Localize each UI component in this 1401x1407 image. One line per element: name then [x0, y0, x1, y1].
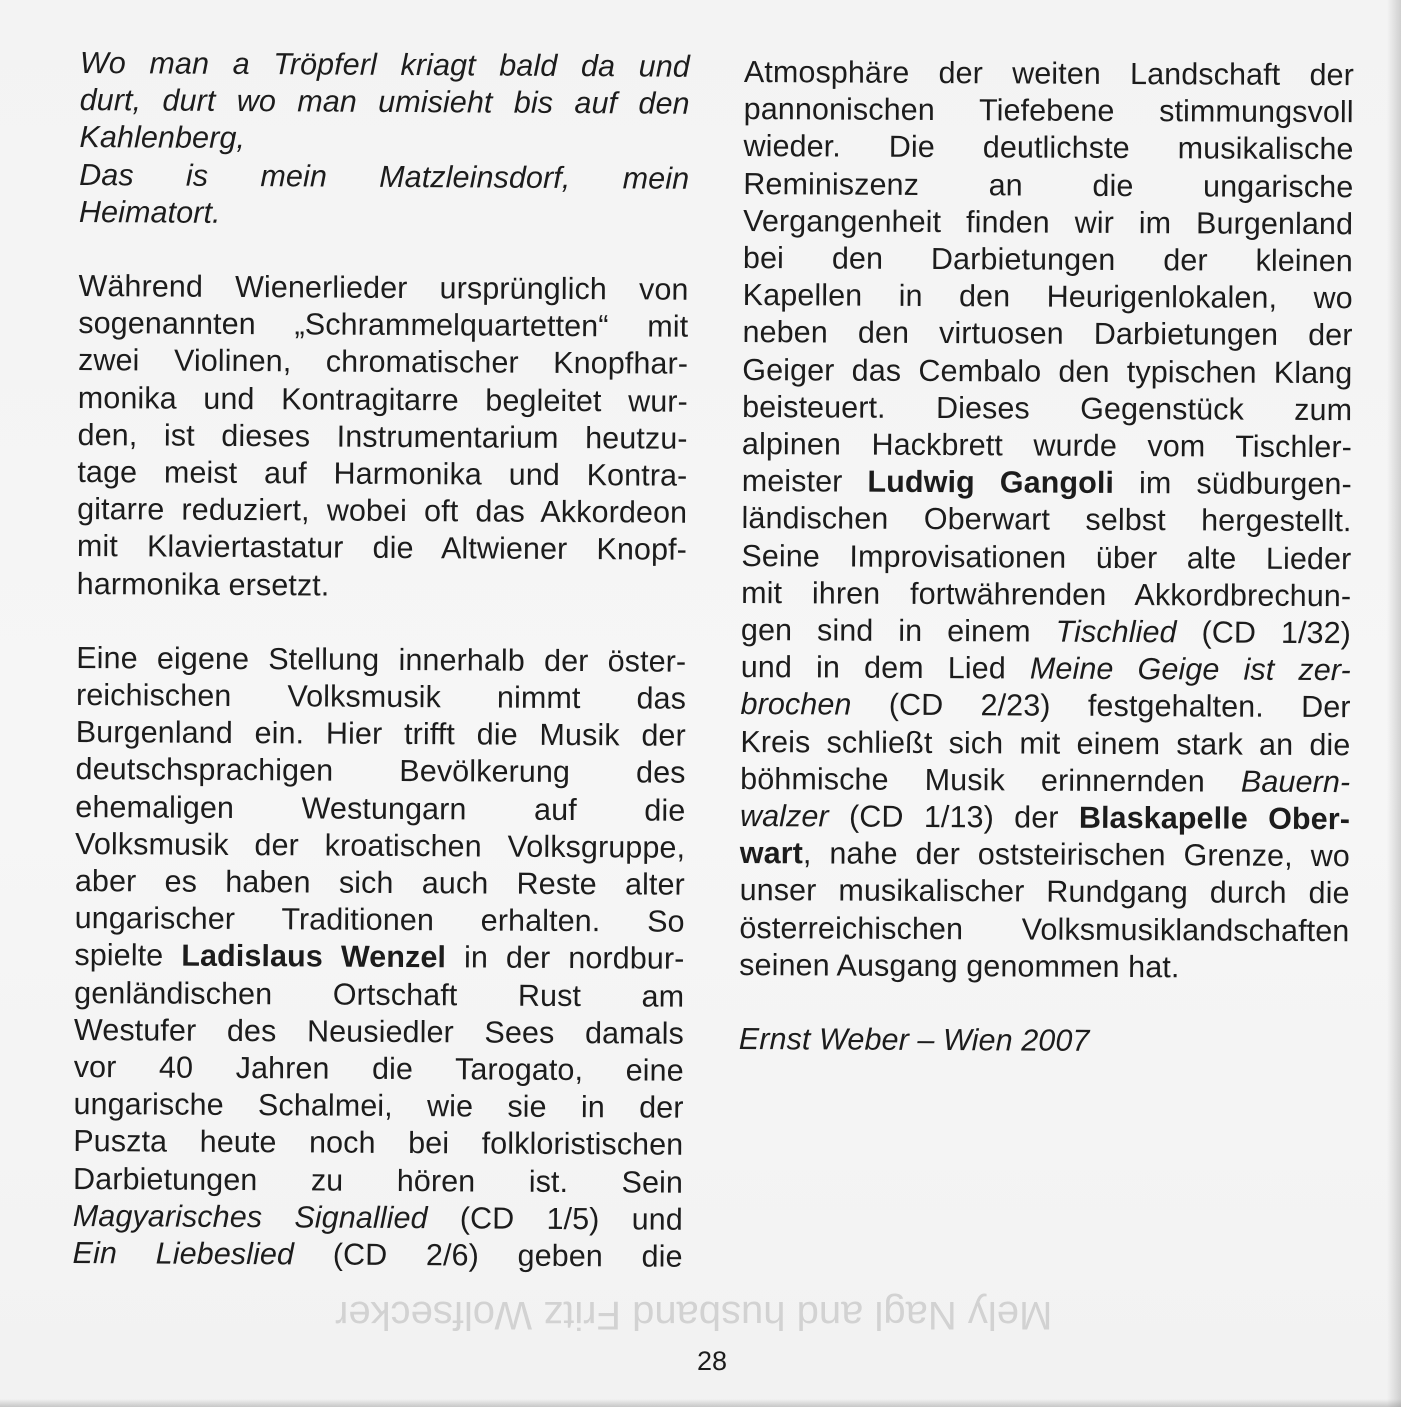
text-line	[740, 798, 1350, 838]
text-line: Burgenland ein. Hier trifft die Musik der	[75, 715, 686, 753]
text-line: alpinen Hackbrett wurde vom Tischler-	[741, 427, 1353, 465]
page-number: 28	[697, 1346, 728, 1376]
text-line: pannonischen Tiefebene stimmungsvoll	[743, 92, 1354, 130]
right-column	[739, 54, 1354, 1098]
text-line	[742, 463, 1352, 503]
paragraph-pannonian	[739, 54, 1354, 987]
text-line: Westufer des Neusiedler Sees damals	[73, 1012, 685, 1051]
text-line: deutschsprachigen Bevölkerung des	[75, 752, 686, 791]
text-line: wieder. Die deutlichste musikalische	[743, 129, 1354, 167]
page-bottom-shadow	[0, 1399, 1401, 1407]
text-line: ungarische Schalmei, wie sie in der	[73, 1087, 684, 1125]
text-line: Kreis schließt sich mit einem stark an die	[740, 724, 1351, 762]
song-title-meine-geige: Meine Geige ist zer-	[1029, 651, 1351, 688]
text-line: bei den Darbietungen der kleinen	[742, 241, 1354, 279]
text-line: mit ihren fortwährenden Akkordbrechun-	[741, 575, 1352, 614]
track-reference: (CD 1/32)	[1176, 615, 1352, 651]
text-line: tage meist auf Harmonika und Kontra-	[77, 455, 688, 493]
text-line: ungarischer Traditionen erhalten. So	[74, 901, 685, 939]
text-line	[740, 761, 1350, 801]
author-signature: Ernst Weber – Wien 2007	[738, 1022, 1090, 1058]
track-reference: (CD 1/5) und	[427, 1201, 683, 1237]
text-line: mit Klaviertastatur die Altwiener Knopf-	[76, 529, 688, 568]
text-line: ehemaligen Westungarn auf die	[75, 789, 686, 828]
text-line	[740, 835, 1350, 875]
song-title-tischlied: Tischlied	[1055, 614, 1177, 650]
text-run: im südburgen-	[1113, 466, 1352, 502]
track-reference: (CD 2/23) festgehalten. Der	[851, 688, 1351, 725]
track-reference: (CD 1/13) der	[828, 799, 1079, 835]
text-line: Volksmusik der kroatischen Volksgruppe,	[75, 826, 686, 865]
song-title-ein-liebeslied: Ein Liebeslied	[72, 1236, 295, 1272]
show-through-caption: Mely Nagl and husband Fritz Wolfsecker	[335, 1293, 1053, 1337]
text-run: spielte	[74, 938, 182, 974]
text-run: und in dem Lied	[740, 650, 1031, 686]
verse-line: Kahlenberg,	[79, 120, 246, 156]
left-column	[72, 45, 690, 1313]
paragraph-burgenland	[73, 640, 687, 1276]
performer-name-blaskapelle-oberwart: Blaskapelle Ober-	[1078, 800, 1351, 837]
text-line: Eine eigene Stellung innerhalb der öster-	[76, 640, 687, 679]
text-line: gitarre reduziert, wobei oft das Akkordeon	[77, 492, 688, 530]
text-run: , nahe der oststeirischen Grenze, wo	[802, 836, 1350, 874]
verse-line: Heimatort.	[78, 194, 221, 230]
text-run: meister	[741, 464, 868, 499]
text-line: Reminiszenz an die ungarische	[743, 166, 1354, 204]
text-run: in der nordbur-	[445, 940, 685, 977]
verse-line: durt, durt wo man umisieht bis auf den	[79, 83, 690, 121]
text-line: beisteuert. Dieses Gegenstück zum	[742, 389, 1353, 428]
text-line: Während Wienerlieder ursprünglich von	[78, 269, 689, 307]
text-line: den, ist dieses Instrumentarium heutzu-	[77, 417, 688, 456]
text-line	[73, 1198, 683, 1239]
text-line: sogenannten „Schrammelquartetten“ mit	[78, 306, 689, 344]
song-title-magyarisches-signallied: Magyarisches Signallied	[72, 1198, 428, 1236]
song-title-bauernwalzer: Bauern-	[1240, 764, 1351, 800]
text-run: böhmische Musik erinnernden	[740, 761, 1242, 799]
performer-name-blaskapelle-oberwart-cont: wart	[739, 836, 804, 871]
song-title-meine-geige-cont: brochen	[740, 687, 852, 723]
text-line	[741, 612, 1351, 652]
text-line: zwei Violinen, chromatischer Knopfhar-	[77, 343, 689, 382]
performer-name-ludwig-gangoli: Ludwig Gangoli	[867, 464, 1115, 501]
verse-line: Das is mein Matzleinsdorf, mein	[79, 157, 690, 196]
text-line: Geiger das Cembalo den typischen Klang	[742, 352, 1353, 390]
text-line: ländischen Oberwart selbst hergestellt.	[741, 501, 1352, 539]
text-line: Seine Improvisationen über alte Lieder	[741, 538, 1352, 576]
paragraph-wienerlieder	[77, 268, 689, 607]
page-edge-shadow	[1387, 0, 1401, 1407]
text-line	[740, 686, 1350, 726]
text-run: gen sind in einem	[740, 613, 1056, 649]
performer-name-ladislaus-wenzel: Ladislaus Wenzel	[181, 939, 447, 975]
text-line: harmonika ersetzt.	[76, 566, 330, 603]
text-line: neben den virtuosen Darbietungen der	[742, 315, 1353, 353]
verse-quote	[79, 45, 690, 235]
text-line	[73, 1235, 683, 1276]
text-line: aber es haben sich auch Reste alter	[74, 864, 685, 902]
text-line: Puszta heute noch bei folkloristischen	[73, 1124, 684, 1163]
text-line: Vergangenheit finden wir im Burgenland	[743, 203, 1354, 242]
text-line	[741, 649, 1351, 689]
text-line: Atmosphäre der weiten Landschaft der	[743, 54, 1354, 93]
text-line: vor 40 Jahren die Tarogato, eine	[73, 1050, 684, 1088]
text-line: seinen Ausgang genommen hat.	[739, 947, 1180, 985]
verse-line: Wo man a Tröpferl kriagt bald da und	[79, 45, 690, 84]
text-line: unser musikalischer Rundgang durch die	[739, 873, 1350, 911]
text-line: Darbietungen zu hören ist. Sein	[72, 1161, 684, 1200]
track-reference: (CD 2/6) geben die	[293, 1237, 683, 1274]
text-line: österreichischen Volksmusiklandschaften	[739, 910, 1350, 948]
song-title-bauernwalzer-cont: walzer	[739, 799, 829, 834]
text-line: genländischen Ortschaft Rust am	[74, 975, 685, 1014]
text-line: monika und Kontragitarre begleitet wur-	[77, 380, 688, 419]
text-line	[74, 937, 684, 978]
text-line: Kapellen in den Heurigenlokalen, wo	[742, 278, 1353, 316]
text-line: reichischen Volksmusik nimmt das	[75, 678, 687, 716]
